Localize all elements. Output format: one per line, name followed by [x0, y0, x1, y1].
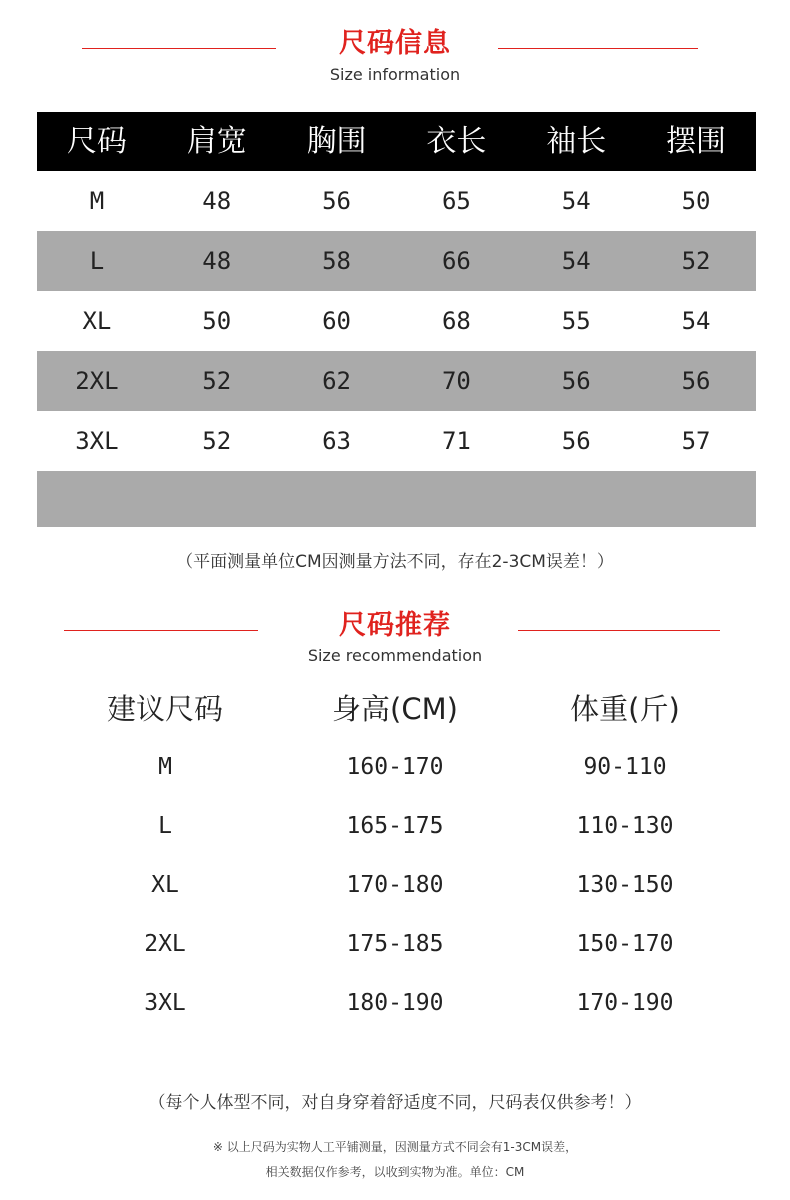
cell-chest: 58 [322, 247, 352, 275]
size-info-title: 尺码信息 [339, 28, 451, 59]
cell-weight: 110-130 [576, 813, 674, 839]
cell-height: 170-180 [346, 872, 444, 898]
table-row [50, 856, 740, 915]
table-row [50, 797, 740, 856]
table-row [37, 411, 756, 471]
recommendation-note: （每个人体型不同，对自身穿着舒适度不同，尺码表仅供参考！） [148, 1093, 642, 1113]
table-row [37, 231, 756, 291]
table-row [50, 915, 740, 974]
recommendation-table [50, 680, 740, 1033]
cell-sleeve: 54 [561, 247, 591, 275]
size-info-note: （平面测量单位CM因测量方法不同，存在2-3CM误差！） [176, 552, 614, 572]
empty-cell [516, 471, 636, 527]
size-info-subtitle: Size information [329, 65, 461, 84]
cell-weight: 130-150 [576, 872, 674, 898]
cell-length: 68 [441, 307, 471, 335]
cell-size: 3XL [144, 990, 186, 1016]
cell-chest: 63 [322, 427, 352, 455]
cell-length: 71 [441, 427, 471, 455]
cell-weight: 90-110 [583, 754, 667, 780]
cell-hem: 57 [681, 427, 711, 455]
table-row [37, 171, 756, 231]
cell-size: M [89, 187, 105, 215]
recommendation-header [0, 600, 790, 670]
col-header-weight: 体重(斤) [570, 692, 680, 726]
size-info-header-row [37, 112, 756, 171]
table-row [37, 291, 756, 351]
size-info-header [0, 0, 790, 100]
cell-chest: 60 [322, 307, 352, 335]
cell-hem: 54 [681, 307, 711, 335]
cell-length: 65 [441, 187, 471, 215]
recommendation-subtitle: Size recommendation [307, 646, 483, 665]
cell-sleeve: 56 [561, 427, 591, 455]
cell-sleeve: 55 [561, 307, 591, 335]
cell-sleeve: 54 [561, 187, 591, 215]
cell-size: 2XL [144, 931, 186, 957]
cell-size: L [158, 813, 172, 839]
cell-size: 3XL [75, 427, 119, 455]
table-row [50, 738, 740, 797]
cell-chest: 56 [322, 187, 352, 215]
footnote-line-1: ※ 以上尺码为实物人工平铺测量，因测量方式不同会有1-3CM误差， [212, 1140, 578, 1154]
cell-height: 165-175 [346, 813, 444, 839]
cell-chest: 62 [322, 367, 352, 395]
table-row [50, 974, 740, 1033]
empty-cell [636, 471, 756, 527]
empty-cell [157, 471, 277, 527]
col-header-suggested-size: 建议尺码 [106, 692, 223, 726]
table-row [37, 351, 756, 411]
cell-size: L [89, 247, 105, 275]
empty-cell [396, 471, 516, 527]
size-info-table [37, 112, 756, 527]
col-header-chest: 胸围 [306, 124, 367, 159]
cell-hem: 50 [681, 187, 711, 215]
col-header-height: 身高(CM) [332, 692, 458, 726]
cell-shoulder: 48 [202, 187, 232, 215]
cell-shoulder: 50 [202, 307, 232, 335]
empty-cell [37, 471, 157, 527]
cell-hem: 56 [681, 367, 711, 395]
cell-size: XL [82, 307, 112, 335]
cell-shoulder: 52 [202, 427, 232, 455]
recommendation-title: 尺码推荐 [339, 610, 451, 641]
cell-size: M [158, 754, 172, 780]
col-header-size: 尺码 [66, 124, 127, 159]
cell-length: 70 [441, 367, 471, 395]
cell-shoulder: 48 [202, 247, 232, 275]
cell-sleeve: 56 [561, 367, 591, 395]
col-header-shoulder: 肩宽 [186, 124, 247, 159]
col-header-length: 衣长 [426, 124, 487, 159]
table-row-empty [37, 471, 756, 527]
cell-height: 180-190 [346, 990, 444, 1016]
cell-length: 66 [441, 247, 471, 275]
col-header-sleeve: 袖长 [546, 124, 607, 159]
cell-size: 2XL [75, 367, 119, 395]
cell-size: XL [151, 872, 179, 898]
footnote-line-2: 相关数据仅作参考，以收到实物为准。单位：CM [265, 1165, 525, 1179]
cell-shoulder: 52 [202, 367, 232, 395]
cell-height: 175-185 [346, 931, 444, 957]
cell-hem: 52 [681, 247, 711, 275]
recommendation-header-row [50, 680, 740, 738]
cell-weight: 170-190 [576, 990, 674, 1016]
col-header-hem: 摆围 [666, 124, 727, 159]
empty-cell [277, 471, 397, 527]
cell-height: 160-170 [346, 754, 444, 780]
cell-weight: 150-170 [576, 931, 674, 957]
